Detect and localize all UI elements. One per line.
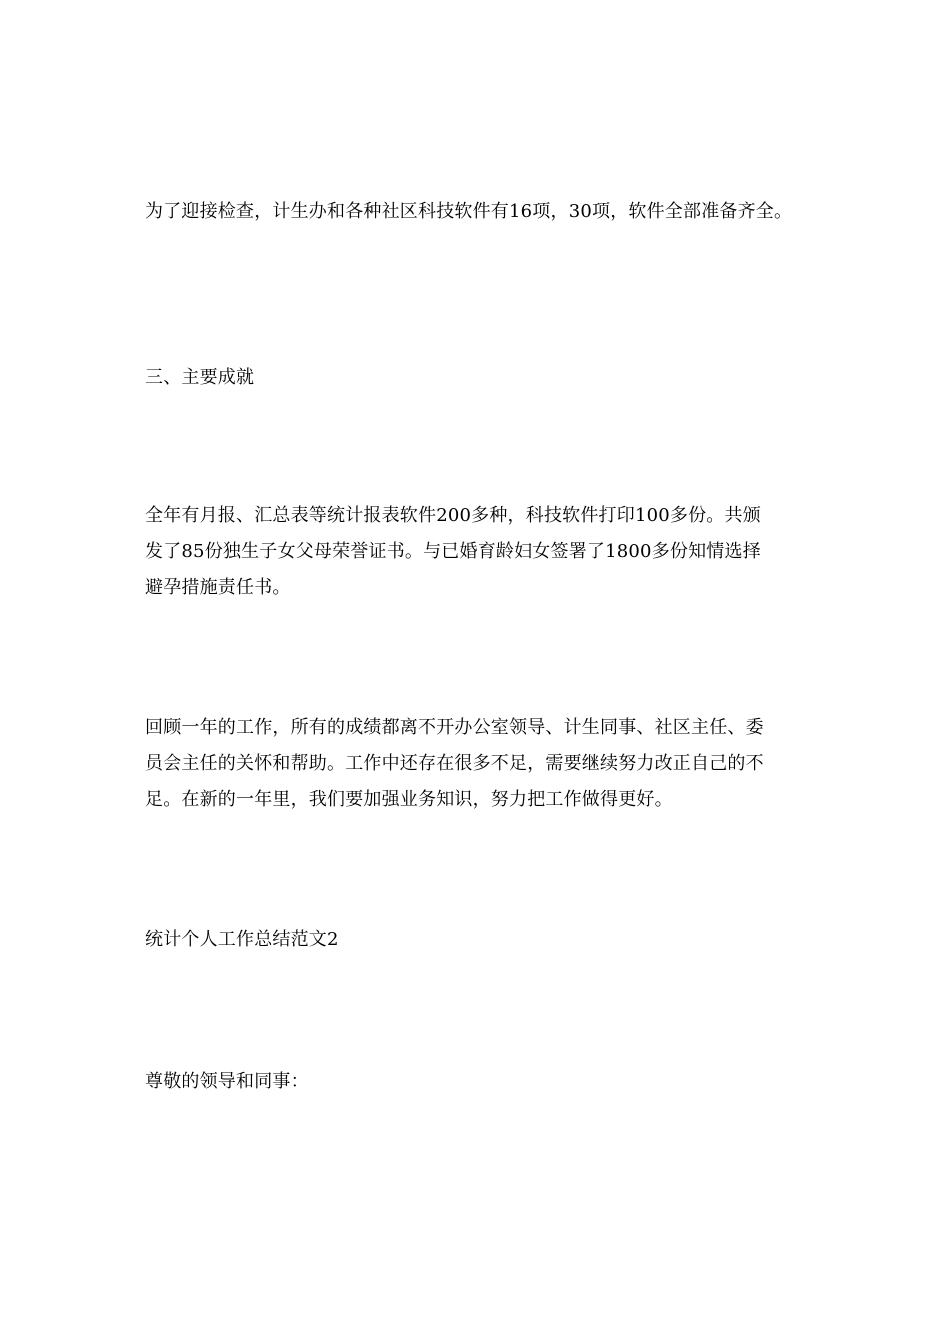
text-line: 尊敬的领导和同事： bbox=[145, 1071, 309, 1092]
text-line: 避孕措施责任书。 bbox=[145, 577, 291, 598]
text-line: 为了迎接检查，计生办和各种社区科技软件有16项，30项，软件全部准备齐全。 bbox=[145, 201, 793, 222]
text-line: 发了85份独生子女父母荣誉证书。与已婚育龄妇女签署了1800多份知情选择 bbox=[145, 541, 761, 562]
text-line: 员会主任的关怀和帮助。工作中还存在很多不足，需要继续努力改正自己的不 bbox=[145, 753, 764, 774]
text-line: 足。在新的一年里，我们要加强业务知识，努力把工作做得更好。 bbox=[145, 789, 673, 810]
text-line: 全年有月报、汇总表等统计报表软件200多种，科技软件打印100多份。共颁 bbox=[145, 505, 761, 526]
document-title-sample-2 bbox=[145, 922, 810, 958]
text-line: 三、主要成就 bbox=[145, 367, 255, 388]
text-line: 回顾一年的工作，所有的成绩都离不开办公室领导、计生同事、社区主任、委 bbox=[145, 717, 764, 738]
paragraph-software-preparation bbox=[145, 194, 810, 230]
salutation bbox=[145, 1064, 810, 1100]
section-heading-main-achievements bbox=[145, 360, 810, 396]
paragraph-annual-statistics bbox=[145, 498, 810, 606]
text-line: 统计个人工作总结范文2 bbox=[145, 929, 339, 950]
paragraph-review-summary bbox=[145, 710, 810, 818]
